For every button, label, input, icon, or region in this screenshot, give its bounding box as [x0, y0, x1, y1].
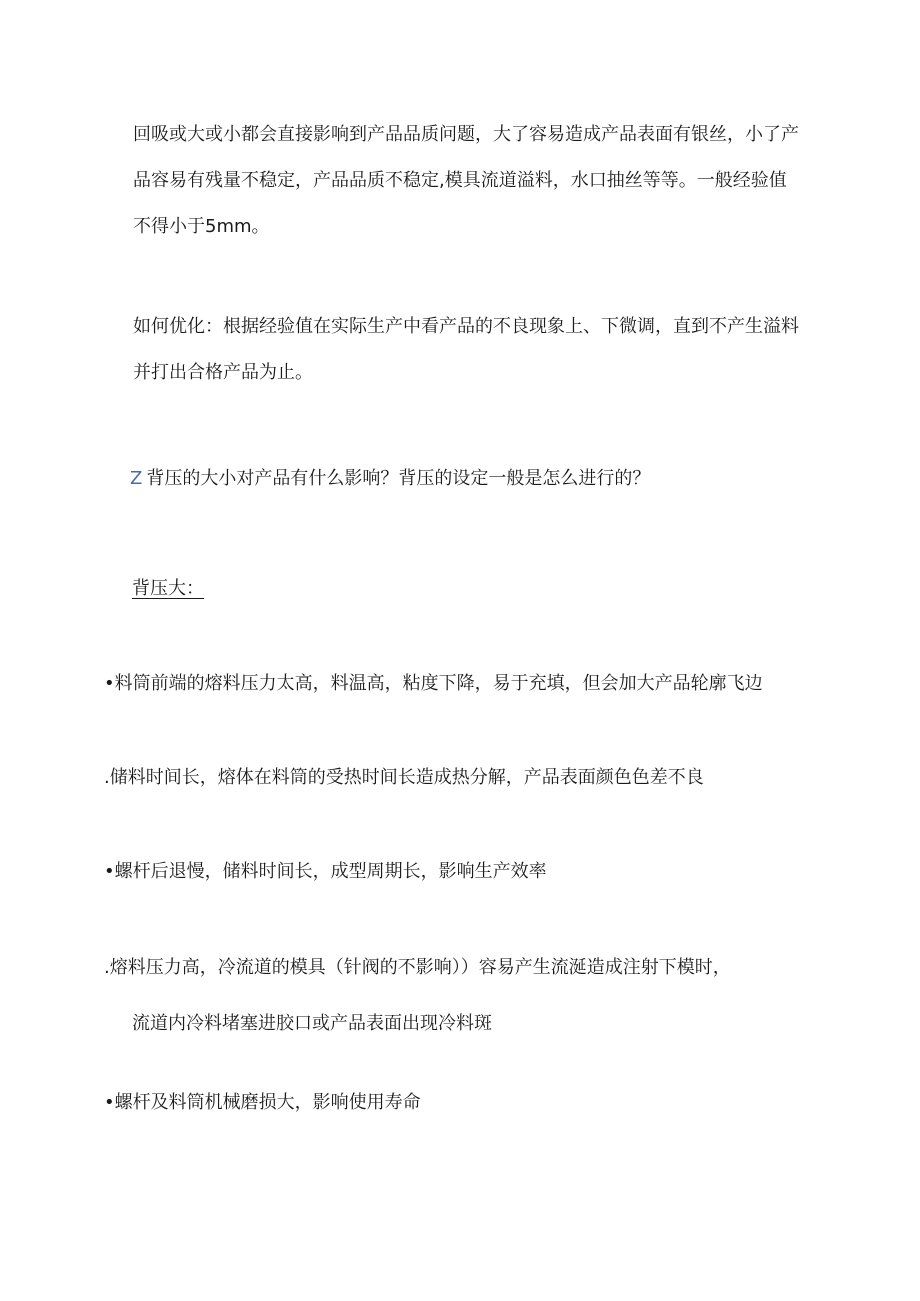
list-item-text: 螺杆及料筒机械磨损大，影响使用寿命	[114, 1092, 421, 1113]
paragraph-optimization: 如何优化：根据经验值在实际生产中看产品的不良现象上、下微调，直到不产生溢料并打出合格产品为止。	[133, 316, 799, 383]
list-item-continuation: 流道内冷料堵塞进胶口或产品表面出现冷料斑	[132, 1013, 492, 1034]
paragraph-suckback: 回吸或大或小都会直接影响到产品品质问题，大了容易造成产品表面有银丝，小了产品容易有残量不稳定，产品品质不稳定,模具流道溢料，水口抽丝等等。一般经验值不得小于5mm。	[133, 124, 799, 237]
bullet-marker: •	[104, 673, 115, 694]
bullet-marker: •	[104, 1092, 115, 1113]
bullet-marker: •	[104, 861, 115, 882]
bullet-marker: .	[104, 767, 110, 788]
question-heading	[130, 467, 650, 491]
section-heading: 背压大：	[132, 578, 204, 599]
list-item	[104, 860, 547, 884]
list-item-text: 料筒前端的熔料压力太高，料温高，粘度下降，易于充填，但会加大产品轮廓飞边	[114, 673, 763, 694]
list-item	[104, 956, 731, 980]
list-item-text: 储料时间长，熔体在料筒的受热时间长造成热分解，产品表面颜色色差不良	[109, 767, 704, 788]
question-marker: Z	[130, 468, 143, 489]
list-item	[104, 766, 704, 790]
list-item	[104, 1091, 421, 1115]
list-item-text: 螺杆后退慢，储料时间长，成型周期长，影响生产效率	[114, 861, 547, 882]
question-text: 背压的大小对产品有什么影响？背压的设定一般是怎么进行的？	[146, 468, 651, 489]
list-item	[104, 672, 763, 696]
bullet-marker: .	[104, 957, 110, 978]
list-item-text: 熔料压力高，冷流道的模具（针阀的不影响））容易产生流涎造成注射下模时，	[109, 957, 731, 978]
